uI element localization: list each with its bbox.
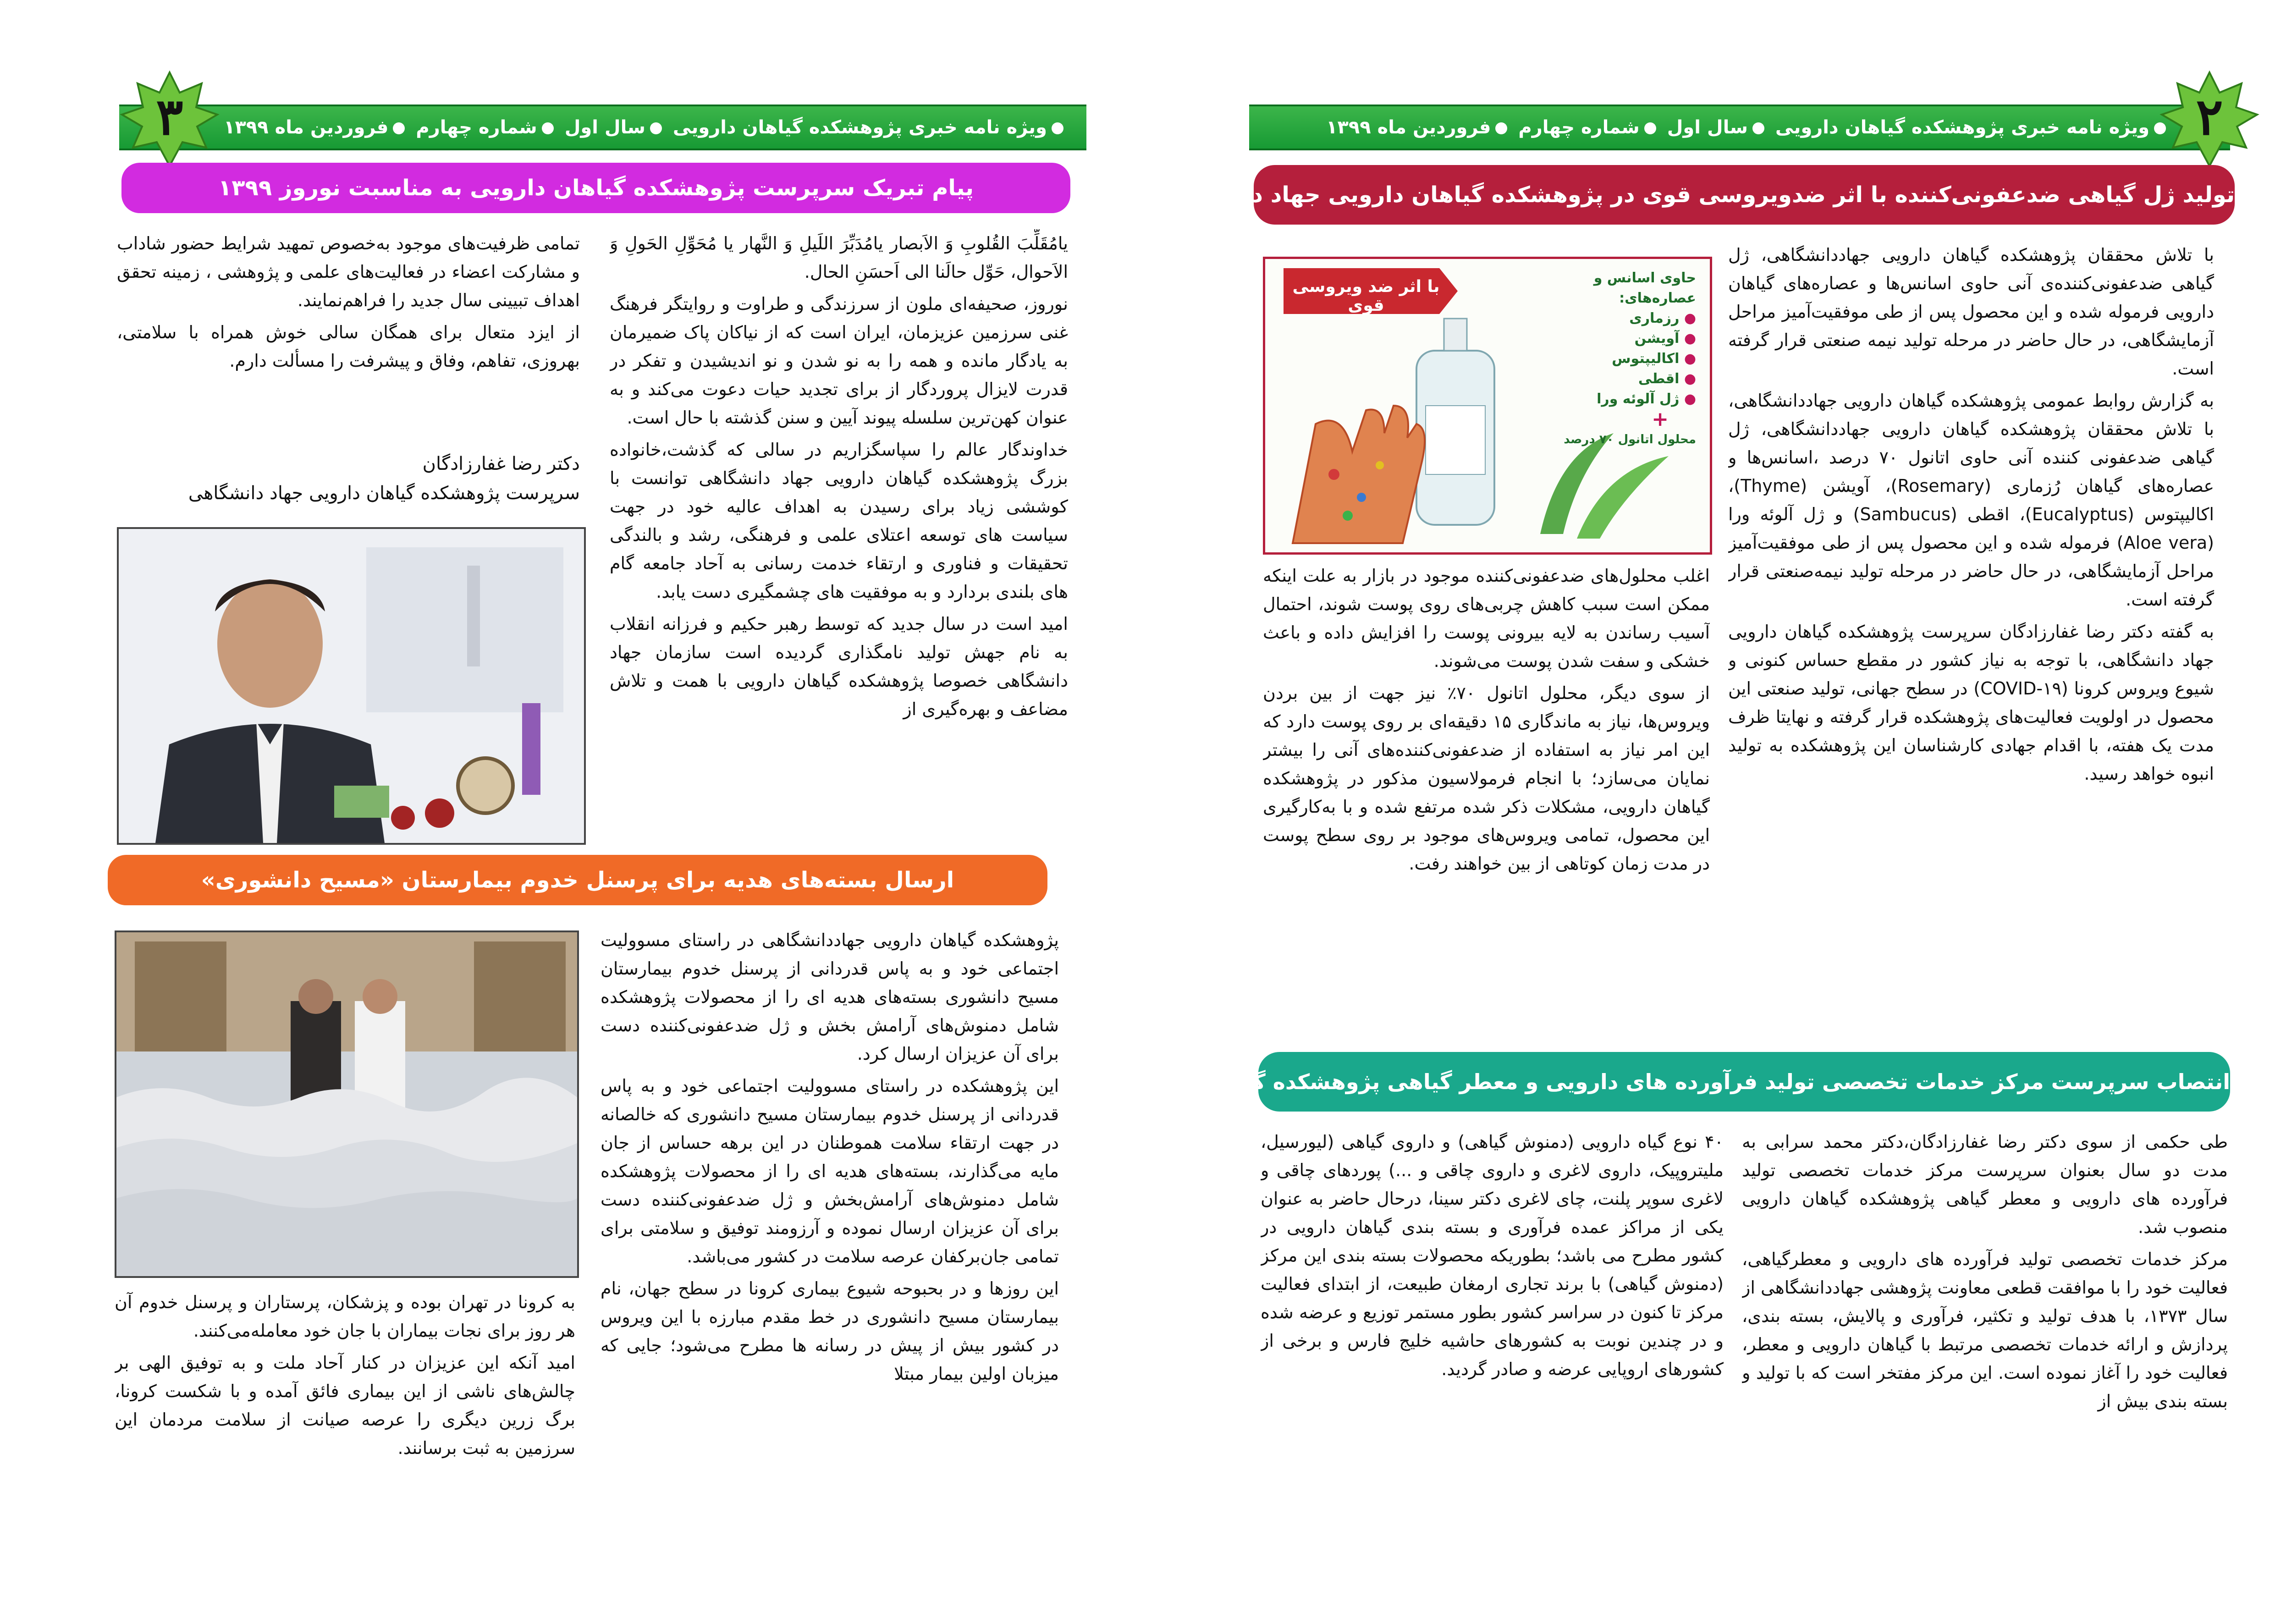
ad-item: ● آویشن	[1634, 330, 1696, 347]
gel-col-right: با تلاش محققان پژوهشکده گیاهان دارویی جهاددانشگاهی، ژل گیاهی ضدعفونی‌کننده‌ی آنی حاوی اسانس‌ها و عصاره‌های گیاهان دارویی فرموله شده و این محصول پس از طی موفقیت‌آمیز مراحل آزمایشگاهی، در حال حاضر در مرحله تولید نیمه صنعتی قرار گرفته است. به گزارش روابط عمومی پژوهشکده گیاهان دارویی جهاددانشگاهی، با تلاش محققان پژوهشکده گیاهان دارویی جهاددانشگاهی، ژل گیاهی ضدعفونی کننده آنی حاوی اتانول ۷۰ درصد ،اسانس‌ها و عصاره‌های گیاهان رُزماری (Rosemary)، آویشن (Thyme)، اکالیپتوس (Eucalyptus)، اقطی (Sambucus) و ژل آلوئه ورا (Aloe vera) فرموله شده و این محصول پس از طی موفقیت‌آمیز مراحل آزمایشگاهی، در حال حاضر در مرحله تولید نیمه‌صنعتی قرار گرفته است. به گفته دکتر رضا غفارزادگان سرپرست پژوهشکده گیاهان دارویی جهاد دانشگاهی، با توجه به نیاز کشور در مقطع حساس کنونی و شیوع ویروس کرونا (COVID-۱۹) در سطح جهانی، تولید صنعتی این محصول در اولویت فعالیت‌های پژوهشکده قرار گرفته و نهایتا ظرف مدت یک هفته، با اقدام جهادی کارشناسان این پژوهشکده به تولید انبوه خواهد رسید.	[1728, 245, 2214, 784]
gift-col-left: به کرونا در تهران بوده و پزشکان، پرستاران و پرسنل خدوم آن هر روز برای نجات بیماران با جان خود معامله‌می‌کنند. امید آنکه این عزیزان در کنار آحاد ملت و به توفیق الهی بر چالش‌های ناشی از این بیماری فائق آمده و با شکست کرونا، برگ زرین دیگری را عرصه صیانت از سلامت مردمان این سرزمین به ثبت برسانند.	[115, 1292, 575, 1458]
page-header-bar	[119, 105, 1086, 150]
ad-plus: +	[1652, 407, 1669, 431]
header-date: فروردین ماه ۱۳۹۹	[224, 117, 389, 138]
ad-item: ● اکالیپتوس	[1612, 351, 1696, 367]
header-info	[224, 106, 1068, 149]
appoint-col-right: طی حکمی از سوی دکتر رضا غفارزادگان،دکتر محمد سرابی به مدت دو سال بعنوان سرپرست مرکز خدمات تخصصی تولید فرآورده های دارویی و معطر گیاهی پژوهشکده گیاهان دارویی منصوب شد. مرکز خدمات تخصصی تولید فرآورده های دارویی و معطرگیاهی، فعالیت خود را با موافقت قطعی معاونت پژوهشی جهاددانشگاهی از سال ۱۳۷۳، با هدف تولید و تکثیر، فرآوری و پالایش، بسته بندی، پردازش و ارائه خدمات تخصصی مرتبط با گیاهان دارویی و معطر، فعالیت خود را آغاز نموده است. این مرکز مفتخر است که با تولید و بسته بندی بیش از	[1742, 1132, 2228, 1411]
page-number: ۳	[156, 87, 183, 146]
nowruz-col-right: یامُقَلِّبَ القُلوبِ وَ الاَبصار یامُدَبِّرَ اللَیلِ وَ النَّهار یا مُحَوِّلِ الحَولِ وَ الاَحوال، حَوِّل حالَنا الی اَحسَنِ الحال. نوروز، صحیفه‌ای ملون از سرزندگی و طراوت و روایتگر فرهنگ غنی سرزمین عزیزمان، ایران است که از نیاکان پاک ضمیرمان به یادگار مانده و همه را به نو شدن و نو اندیشیدن و تفکر در قدرت لایزال پروردگار از برای تجدید حیات دعوت می‌کند و به عنوان کهن‌ترین سلسله پیوند آیین و سنن گذشته با حال است. خداوندگار عالم را سپاسگزاریم در سالی که گذشت،خانواده بزرگ پژوهشکده گیاهان دارویی جهاد دانشگاهی توانست با کوششی زیاد برای رسیدن به اهداف عالیه خود در جهت سیاست های توسعه اعتلای علمی و فرهنگی، رشد و بالندگی تحقیقات و فناوری و ارتقاء خدمت رسانی به آحاد جامعه گام های بلندی بردارد و به موفقیت های چشمگیری دست یابد. امید است در سال جدید که توسط رهبر حکیم و فرزانه انقلاب به نام جهش تولید نامگذاری گردیده است سازمان جهاد دانشگاهی خصوصا پژوهشکده گیاهان دارویی با همت و تلاش مضاعف و بهره‌گیری از	[610, 233, 1068, 719]
gel-product-ad	[1263, 257, 1712, 555]
ad-banner: با اثر ضد ویروسی قوی	[1292, 277, 1440, 315]
ad-item: ● اقطی	[1638, 371, 1696, 387]
ad-list	[1559, 268, 1696, 450]
header-date: فروردین ماه ۱۳۹۹	[1326, 117, 1491, 138]
page-header-bar	[1249, 105, 2230, 150]
page-number-leaf	[2159, 69, 2260, 170]
gift-title: ارسال بسته‌های هدیه برای پرسنل خدوم بیمارستان «مسیح دانشوری»	[108, 855, 1047, 905]
ad-extra: محلول اتانول ۷۰ درصد	[1564, 433, 1696, 446]
gel-title: تولید ژل گیاهی ضدعفونی‌کننده با اثر ضدویروسی قوی در پژوهشکده گیاهان دارویی جهاد دانشگاهی	[1254, 165, 2235, 225]
appoint-col-left: ۴۰ نوع گیاه دارویی (دمنوش گیاهی) و داروی گیاهی (لیورسیل، ملیتروپیک، داروی لاغری و داروی چاقی و ...) پوردهای چاقی و لاغری سوپر پلنت، چای لاغری دکتر سینا، درحال حاضر به عنوان یکی از مراکز عمده فرآوری و بسته بندی گیاهان دارویی در کشور مطرح می باشد؛ بطوریکه محصولات بسته بندی این مرکز (دمنوش گیاهی) با برند تجاری ارمغان طبیعت، از ابتدای فعالیت مرکز تا کنون در سراسر کشور بطور مستمر توزیع و عرضه شده و در چندین نوبت به کشورهای حاشیه خلیج فارس و برخی از کشورهای اروپایی عرضه و صادر گردید.	[1261, 1132, 1724, 1379]
ad-item: ● رزماری	[1629, 310, 1696, 326]
gift-col-right: پژوهشکده گیاهان دارویی جهاددانشگاهی در راستای مسوولیت اجتماعی خود و به پاس قدردانی از پرسنل خدوم بیمارستان مسیح دانشوری بسته‌های هدیه ای را از محصولات پژوهشکده شامل دمنوش‌های آرامش بخش و ژل ضدعفونی‌کننده دست برای آن عزیزان ارسال کرد. این پژوهشکده در راستای مسوولیت اجتماعی خود و به پاس قدردانی از پرسنل خدوم بیمارستان مسیح دانشوری که خالصانه در جهت ارتقاء سلامت هموطنان در این برهه حساس از جان مایه می‌گذارند، بسته‌های هدیه ای را از محصولات پژوهشکده شامل دمنوش‌های آرامش‌بخش و ژل ضدعفونی‌کننده دست برای آن عزیزان ارسال نموده و آرزومند توفیق و سلامتی برای تمامی جان‌برکفان عرصه سلامت در کشور می‌باشد. این روزها و در بحبوحه شیوع بیماری کرونا در سطح جهان، نام بیمارستان مسیح دانشوری در خط مقدم مبارزه با این ویروس در کشور بیش از پیش در رسانه ها مطرح می‌شود؛ جایی که میزبان اولین بیمار مبتلا	[601, 930, 1059, 1384]
nowruz-col-left: تمامی ظرفیت‌های موجود به‌خصوص تمهید شرایط حضور شاداب و مشارکت اعضاء در فعالیت‌های علمی و پژوهشی ، زمینه تحقق اهداف تبیینی سال جدید را فراهم‌نمایند. از ایزد متعال برای همگان سالی خوش همراه با سلامتی، بهروزی، تفاهم، وفاق و پیشرفت را مسألت دارم.	[117, 233, 580, 371]
portrait-photo	[117, 527, 586, 845]
page-number: ۲	[2196, 87, 2223, 146]
sign-title: سرپرست پژوهشکده گیاهان دارویی جهاد دانشگاهی	[188, 483, 580, 504]
header-info	[1326, 106, 2171, 149]
signature	[117, 449, 580, 508]
ad-item: ● ژل آلوئه ورا	[1597, 391, 1696, 407]
header-issue: شماره چهارم	[416, 117, 537, 138]
header-year: سال اول	[1667, 117, 1748, 138]
page-two	[1116, 0, 2292, 1624]
page-number-leaf	[119, 69, 220, 170]
sign-name: دکتر رضا غفارزادگان	[422, 453, 580, 474]
header-publication: ویژه نامه خبری پژوهشکده گیاهان دارویی	[672, 117, 1047, 138]
gel-col-left: اغلب محلول‌های ضدعفونی‌کننده موجود در بازار به علت اینکه ممکن است سبب کاهش چربی‌های روی پوست شوند، احتمال آسیب رساندن به لایه بیرونی پوست را افزایش داده و باعث خشکی و سفت شدن پوست می‌شوند. از سوی دیگر، محلول اتانول ۷۰٪ نیز جهت از بین بردن ویروس‌ها، نیاز به ماندگاری ۱۵ دقیقه‌ای بر روی پوست دارد که این امر نیاز به استفاده از ضدعفونی‌کننده‌های آنی را بیشتر نمایان می‌سازد؛ با انجام فرمولاسیون مذکور در پژوهشکده گیاهان دارویی، مشکلات ذکر شده مرتفع شده و با به‌کارگیری این محصول، تمامی ویروس‌های موجود بر روی سطح پوست در مدت زمان کوتاهی از بین خواهند رفت.	[1263, 566, 1710, 874]
header-publication: ویژه نامه خبری پژوهشکده گیاهان دارویی	[1775, 117, 2149, 138]
header-issue: شماره چهارم	[1518, 117, 1640, 138]
appoint-title: انتصاب سرپرست مرکز خدمات تخصصی تولید فرآورده های دارویی و معطر گیاهی پژوهشکده گیاهان دارویی	[1258, 1052, 2230, 1112]
gift-photo	[115, 930, 579, 1278]
nowruz-title: پیام تبریک سرپرست پژوهشکده گیاهان دارویی به مناسبت نوروز ۱۳۹۹	[121, 163, 1070, 213]
ad-heading: حاوی اسانس و عصاره‌های:	[1593, 270, 1696, 306]
header-year: سال اول	[564, 117, 645, 138]
